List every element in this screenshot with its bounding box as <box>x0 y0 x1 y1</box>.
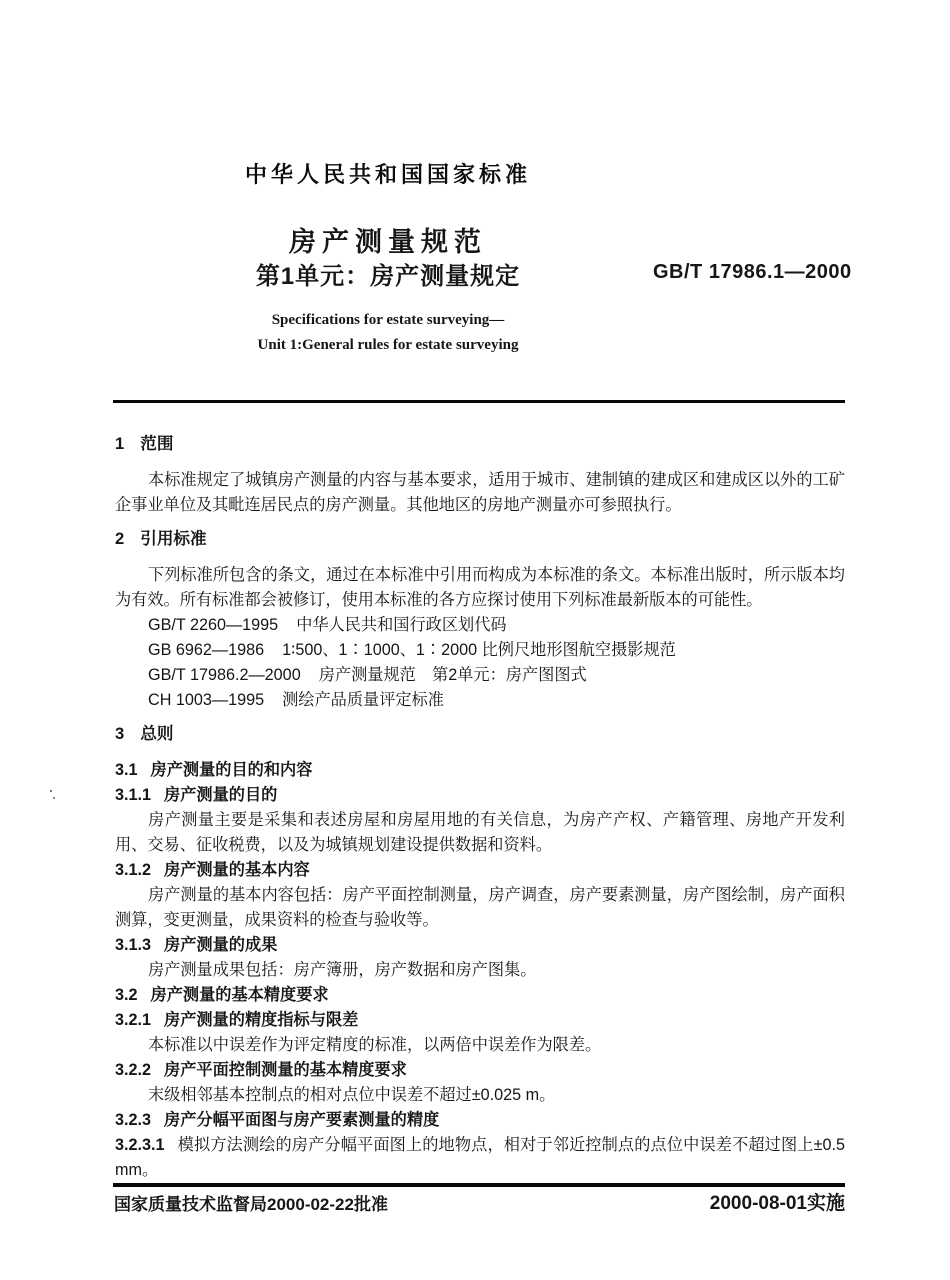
paragraph-accuracy-standard: 本标准以中误差作为评定精度的标准，以两倍中误差作为限差。 <box>148 1036 602 1054</box>
section-title: 引用标准 <box>140 529 207 548</box>
clause-number: 3.1.2 <box>115 861 152 879</box>
clause-title: 房产测量的目的和内容 <box>150 761 313 779</box>
footer-divider <box>113 1183 845 1187</box>
reference-name: 中华人民共和国行政区划代码 <box>296 616 507 634</box>
document-title: 房产测量规范 <box>289 227 487 257</box>
clause-heading-3-2-3 <box>115 1108 845 1133</box>
clause-text: 模拟方法测绘的房产分幅平面图上的地物点，相对于邻近控制点的点位中误差不超过图上±0.5 mm。 <box>115 1136 845 1179</box>
standard-number: GB/T 17986.1—2000 <box>653 261 852 283</box>
implementation-date: 2000-08-01实施 <box>709 1193 845 1214</box>
standard-type-label: 中华人民共和国国家标准 <box>244 162 531 187</box>
document-body <box>115 423 845 1183</box>
reference-name: 房产测量规范 第2单元：房产图图式 <box>318 666 587 684</box>
clause-title: 房产测量的基本内容 <box>164 861 310 879</box>
clause-heading-3-2-2 <box>115 1058 845 1083</box>
clause-title: 房产分幅平面图与房产要素测量的精度 <box>164 1111 440 1129</box>
clause-heading-3-1-1 <box>115 783 845 808</box>
english-title-line1: Specifications for estate surveying— <box>271 312 505 328</box>
clause-title: 房产测量的精度指标与限差 <box>164 1011 359 1029</box>
clause-title: 房产测量的目的 <box>164 786 278 804</box>
reference-item <box>115 638 845 663</box>
clause-title: 房产测量的基本精度要求 <box>150 986 329 1004</box>
clause-number: 3.2.2 <box>115 1061 152 1079</box>
reference-item <box>115 663 845 688</box>
section-heading-3 <box>115 721 845 746</box>
header-divider <box>113 400 845 403</box>
reference-code: GB/T 17986.2—2000 <box>148 666 301 684</box>
clause-number: 3.2.3 <box>115 1111 152 1129</box>
paragraph-scope: 本标准规定了城镇房产测量的内容与基本要求，适用于城市、建制镇的建成区和建成区以外的工矿企事业单位及其毗连居民点的房产测量。其他地区的房地产测量亦可参照执行。 <box>115 471 845 514</box>
clause-heading-3-1-2 <box>115 858 845 883</box>
clause-3-2-3-1 <box>115 1133 845 1183</box>
paragraph-results: 房产测量成果包括：房产簿册，房产数据和房产图集。 <box>148 961 537 979</box>
approval-note: 国家质量技术监督局2000-02-22批准 <box>114 1195 388 1214</box>
clause-number: 3.2.3.1 <box>115 1136 165 1154</box>
clause-number: 3.1.1 <box>115 786 152 804</box>
section-number: 2 <box>115 529 125 548</box>
clause-number: 3.1 <box>115 761 138 779</box>
reference-code: GB/T 2260—1995 <box>148 616 279 634</box>
paragraph-purpose: 房产测量主要是采集和表述房屋和房屋用地的有关信息，为房产产权、产籍管理、房地产开发利用、交易、征收税费，以及为城镇规划建设提供数据和资料。 <box>115 811 845 854</box>
section-number: 3 <box>115 724 125 743</box>
reference-item <box>115 688 845 713</box>
clause-number: 3.2 <box>115 986 138 1004</box>
reference-code: CH 1003—1995 <box>148 691 265 709</box>
reference-name: 1∶500、1∶1000、1∶2000 比例尺地形图航空摄影规范 <box>282 641 676 659</box>
paragraph-references-intro: 下列标准所包含的条文，通过在本标准中引用而构成为本标准的条文。本标准出版时，所示版本均为有效。所有标准都会被修订，使用本标准的各方应探讨使用下列标准最新版本的可能性。 <box>115 566 845 609</box>
reference-item <box>115 613 845 638</box>
paragraph-basic-content: 房产测量的基本内容包括：房产平面控制测量，房产调查，房产要素测量，房产图绘制，房产面积测算，变更测量，成果资料的检查与验收等。 <box>115 886 845 929</box>
clause-number: 3.2.1 <box>115 1011 152 1029</box>
clause-title: 房产测量的成果 <box>164 936 278 954</box>
clause-heading-3-1 <box>115 758 845 783</box>
document-subtitle: 第1单元：房产测量规定 <box>255 263 521 290</box>
english-title-line2: Unit 1:General rules for estate surveying <box>257 337 519 353</box>
section-heading-2 <box>115 526 845 551</box>
section-heading-1 <box>115 431 845 456</box>
reference-name: 测绘产品质量评定标准 <box>282 691 444 709</box>
section-number: 1 <box>115 434 125 453</box>
scan-artifact <box>50 790 52 792</box>
reference-code: GB 6962—1986 <box>148 641 265 659</box>
section-title: 范围 <box>140 434 174 453</box>
clause-heading-3-1-3 <box>115 933 845 958</box>
clause-heading-3-2-1 <box>115 1008 845 1033</box>
clause-number: 3.1.3 <box>115 936 152 954</box>
section-title: 总则 <box>140 724 174 743</box>
paragraph-control-accuracy: 末级相邻基本控制点的相对点位中误差不超过±0.025 m。 <box>148 1086 556 1104</box>
clause-heading-3-2 <box>115 983 845 1008</box>
clause-title: 房产平面控制测量的基本精度要求 <box>164 1061 407 1079</box>
